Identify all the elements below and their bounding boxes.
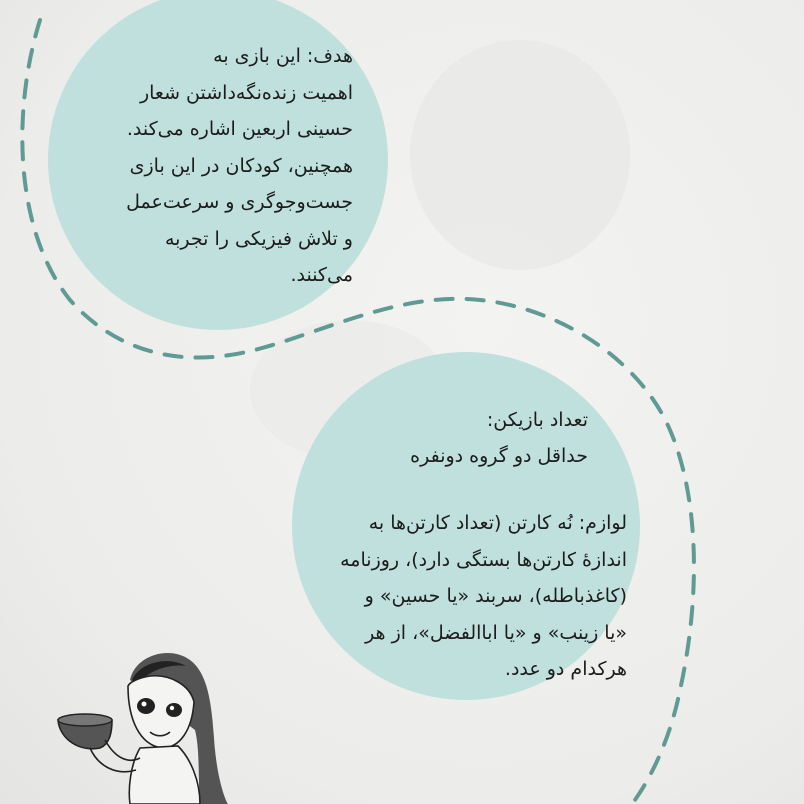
goal-line: می‌کنند. [290, 264, 353, 286]
materials-line: لوازم: نُه کارتن (تعداد کارتن‌ها به [368, 512, 627, 534]
players-value: حداقل دو گروه دونفره [410, 445, 588, 467]
goal-line: هدف: این بازی به [213, 45, 353, 67]
girl-illustration [50, 640, 250, 804]
goal-line: جست‌وجوگری و سرعت‌عمل [126, 191, 353, 213]
goal-line: اهمیت زنده‌نگه‌داشتن شعار [139, 81, 353, 104]
goal-line: حسینی اربعین اشاره می‌کند. [126, 118, 353, 140]
materials-line: (کاغذباطله)، سربند «یا حسین» و [364, 585, 627, 607]
goal-line: و تلاش فیزیکی را تجربه [164, 227, 353, 250]
goal-line: همچنین، کودکان در این بازی [129, 154, 353, 177]
materials-line: «یا زینب» و «یا اباالفضل»، از هر [365, 621, 627, 644]
players-label: تعداد بازیکن: [486, 409, 588, 431]
materials-line: هرکدام دو عدد. [504, 658, 627, 680]
materials-line: اندازهٔ کارتن‌ها بستگی دارد)، روزنامه [340, 548, 627, 571]
players-paragraph [350, 402, 588, 474]
goal-paragraph [88, 38, 353, 294]
materials-paragraph [305, 505, 627, 688]
